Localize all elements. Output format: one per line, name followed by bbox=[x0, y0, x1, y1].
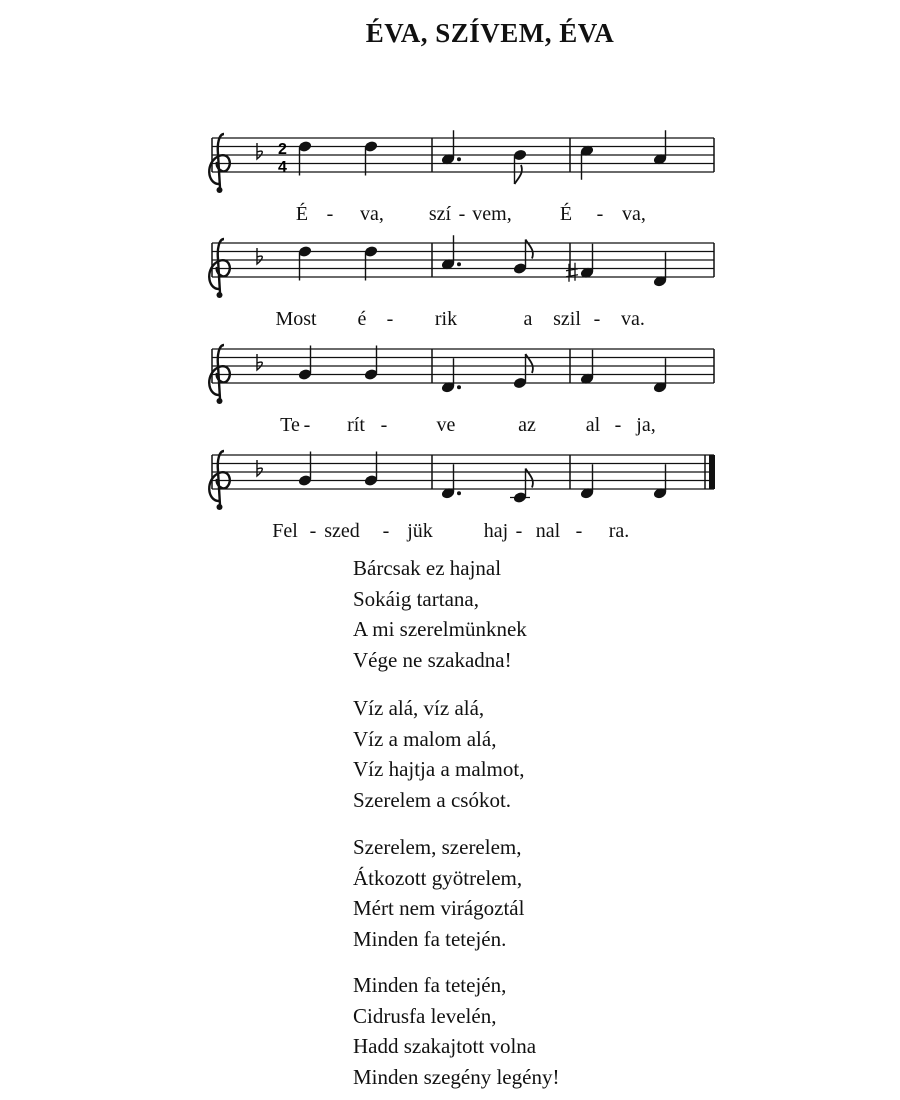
lyric-syllable: - bbox=[380, 414, 388, 436]
lyric-syllable: É bbox=[295, 203, 309, 225]
stanza-4 bbox=[353, 970, 559, 1092]
lyric-syllable: - bbox=[386, 308, 394, 330]
final-barline-thick bbox=[709, 455, 715, 489]
lyric-syllable: va, bbox=[622, 203, 646, 225]
stanza-line: Átkozott gyötrelem, bbox=[353, 865, 523, 890]
stanza-2 bbox=[353, 693, 524, 815]
lyric-syllable: - bbox=[303, 414, 311, 436]
lyric-syllable: Fel bbox=[272, 520, 298, 542]
time-signature-bottom: 4 bbox=[278, 159, 287, 176]
lyric-syllable: - bbox=[326, 203, 334, 225]
lyric-syllable: - bbox=[593, 308, 601, 330]
stanza-line: Hadd szakajtott volna bbox=[353, 1034, 537, 1058]
flat-icon bbox=[257, 460, 262, 476]
lyric-syllable: - bbox=[515, 520, 523, 542]
lyric-syllable: Te bbox=[280, 414, 300, 436]
lyric-syllable: jük bbox=[407, 520, 433, 542]
lyric-syllable: va. bbox=[621, 308, 645, 330]
lyric-syllable: szil bbox=[553, 308, 581, 330]
stanza-line: Minden fa tetején, bbox=[353, 973, 507, 997]
lyric-syllable: rik bbox=[434, 308, 458, 330]
song-title: ÉVA, SZÍVEM, ÉVA bbox=[365, 18, 615, 48]
stanza-line: Minden fa tetején. bbox=[353, 926, 507, 951]
lyric-syllable: szí bbox=[428, 203, 452, 225]
time-signature-top: 2 bbox=[278, 141, 287, 158]
stanza-line: Szerelem, szerelem, bbox=[353, 835, 522, 859]
eighth-flag bbox=[515, 165, 522, 184]
lyric-syllable: - bbox=[614, 414, 622, 436]
lyric-syllable: szed bbox=[324, 520, 360, 542]
lyric-syllable: a bbox=[523, 308, 533, 330]
flat-icon bbox=[257, 248, 262, 264]
flat-icon bbox=[257, 354, 262, 370]
augmentation-dot bbox=[457, 262, 461, 266]
stanza-3 bbox=[353, 832, 524, 954]
lyric-syllable: - bbox=[382, 520, 390, 542]
stanza-line: Cidrusfa levelén, bbox=[353, 1003, 497, 1028]
stanza-line: Szerelem a csókot. bbox=[353, 787, 512, 812]
augmentation-dot bbox=[457, 157, 461, 161]
stanza-line: Bárcsak ez hajnal bbox=[353, 556, 502, 580]
flat-icon bbox=[257, 143, 262, 159]
lyric-syllable: haj bbox=[483, 520, 509, 542]
lyric-syllable: é bbox=[357, 308, 367, 330]
stanza-line: Sokáig tartana, bbox=[353, 586, 479, 611]
lyric-syllable: ve bbox=[436, 414, 456, 436]
lyric-syllable: al bbox=[585, 414, 601, 436]
stanza-line: Mért nem virágoztál bbox=[353, 896, 525, 920]
lyric-syllable: É bbox=[559, 203, 573, 225]
lyric-syllable: ra. bbox=[608, 520, 630, 542]
lyric-syllable: - bbox=[458, 203, 466, 225]
stanza-line: Víz hajtja a malmot, bbox=[353, 757, 525, 781]
stanza-line: Minden szegény legény! bbox=[353, 1064, 560, 1089]
lyric-syllable: Most bbox=[275, 308, 317, 330]
lyric-syllable: - bbox=[575, 520, 583, 542]
lyric-syllable: - bbox=[596, 203, 604, 225]
stanza-line: Vége ne szakadna! bbox=[353, 647, 512, 672]
stanza-line: A mi szerelmünknek bbox=[353, 617, 527, 641]
augmentation-dot bbox=[457, 491, 461, 495]
lyric-syllable: - bbox=[309, 520, 317, 542]
lyric-syllable: ja, bbox=[636, 414, 656, 436]
augmentation-dot bbox=[457, 385, 461, 389]
lyric-syllable: vem, bbox=[472, 203, 512, 225]
stanza-1 bbox=[353, 553, 527, 675]
sharp-icon bbox=[566, 263, 578, 282]
lyric-syllable: va, bbox=[360, 203, 384, 225]
stanza-line: Víz alá, víz alá, bbox=[353, 696, 485, 720]
lyric-syllable: nal bbox=[535, 520, 561, 542]
stanza-line: Víz a malom alá, bbox=[353, 726, 497, 751]
lyric-syllable: rít bbox=[347, 414, 365, 436]
lyric-syllable: az bbox=[518, 414, 536, 436]
